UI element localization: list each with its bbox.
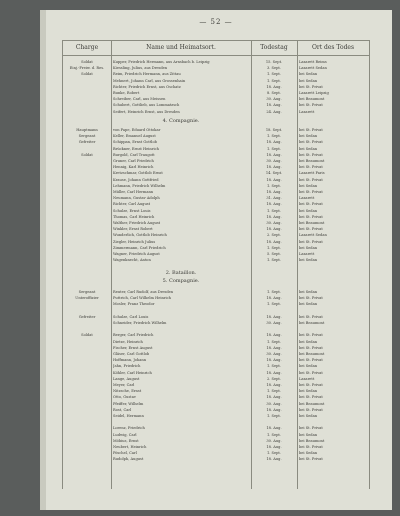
cell-c2: Hennig, Karl Heinrich [113, 165, 154, 170]
cell-c3: 8. Sept. [266, 91, 282, 95]
cell-c2: Keller, Emanuel August [113, 134, 156, 139]
table-row [63, 295, 369, 301]
cell-c3: 18. Aug. [266, 103, 282, 108]
cell-c3: 30. Aug. [266, 97, 282, 102]
cell-c1: Hauptmann [76, 128, 98, 132]
cell-c2: Krause, Johann Gottfried [113, 177, 159, 182]
table-row [63, 450, 369, 456]
cell-c1: Unteroffizier [75, 296, 99, 301]
cell-c3: 1. Sept. [266, 78, 282, 83]
cell-c2: Meyer, Carl [113, 383, 135, 387]
table-row [63, 214, 369, 220]
table-row [63, 394, 369, 400]
table-row [63, 127, 369, 133]
cell-c1: Soldat [81, 152, 93, 157]
table-row [63, 158, 369, 164]
table-row [63, 444, 369, 450]
table-row [63, 401, 369, 407]
cell-c2: Neubert, Heinrich [113, 445, 147, 449]
cell-c2: Seidel, Hermann [113, 414, 144, 418]
cell-c3: 2. Sept. [266, 376, 282, 381]
table-row [63, 388, 369, 394]
table-row [63, 419, 369, 425]
cell-c4: bei St. Privat [299, 202, 323, 207]
cell-c4: bei St. Privat [299, 214, 323, 219]
cell-c4: bei St. Privat [299, 457, 323, 462]
cell-c3: 18. Aug. [266, 202, 282, 207]
cell-c2: Schneider, Friedrich Wilhelm [113, 321, 167, 325]
cell-c3: 1. Sept. [266, 146, 282, 151]
table-row [63, 376, 369, 382]
cell-c3: 5. Sept. [266, 252, 282, 256]
table-header [63, 41, 369, 56]
cell-c2: Neumann, Gustav Adolph [113, 196, 160, 201]
cell-c3: 18. Aug. [266, 370, 282, 375]
cell-c2: Möbius, Ernst [113, 438, 139, 443]
table-row [63, 382, 369, 388]
cell-c2: Pfeiffer, Wilhelm [113, 401, 144, 406]
cell-c3: 18. Aug. [266, 383, 282, 387]
table-row [63, 357, 369, 363]
cell-c4: Lazarett Leipzig [299, 91, 329, 95]
cell-c4: bei Sedan [299, 432, 318, 437]
cell-c4: bei St. Privat [299, 177, 323, 182]
cell-c4: bei Beaumont [299, 159, 325, 163]
table-row [63, 289, 369, 295]
table-row [63, 432, 369, 438]
cell-c2: Köhler, Carl Heinrich [113, 370, 152, 375]
cell-c4: Lazarett [299, 109, 315, 114]
cell-c2: Nitzsche, Ernst [113, 389, 142, 394]
cell-c3: 1. Sept. [266, 208, 282, 213]
cell-c3: 18. Aug. [266, 239, 282, 244]
table-row [63, 226, 369, 232]
cell-c3: 18. Aug. [266, 296, 282, 301]
cell-c3: 14. Sept. [265, 171, 283, 176]
cell-c3: 30. Aug. [266, 352, 282, 356]
table-row [63, 251, 369, 257]
cell-c4: bei St. Privat [299, 426, 323, 431]
header-ort: Ort des Todes [311, 44, 355, 51]
cell-c4: bei Sedan [299, 183, 318, 188]
cell-c3: 30. Aug. [266, 321, 282, 325]
cell-c3: 1. Sept. [266, 451, 282, 456]
cell-c3: 18. Aug. [266, 177, 282, 182]
cell-c3: 15. Sept. [265, 60, 283, 64]
cell-c1: Sergeant [78, 290, 96, 294]
table-row [63, 425, 369, 431]
cell-c3: 18. Sept. [265, 128, 283, 132]
cell-c3: 1. Sept. [266, 364, 282, 369]
cell-c2: Dietze, Heinrich [113, 339, 143, 344]
cell-c4: bei St. Privat [299, 227, 323, 232]
table-row [63, 232, 369, 238]
cell-c2: Schulze, Ernst Louis [113, 208, 151, 213]
cell-c4: bei St. Privat [299, 445, 323, 449]
cell-c3: 18. Aug. [266, 227, 282, 232]
cell-c4: bei Beaumont [299, 352, 325, 356]
cell-c4: bei Sedan [299, 339, 318, 344]
cell-c3: 18. Aug. [266, 358, 282, 363]
cell-c4: bei Sedan [299, 451, 318, 456]
cell-c2: Ziegler, Heinrich Julius [113, 239, 156, 244]
cell-c1: Gefreiter [78, 140, 96, 145]
table-row [63, 96, 369, 102]
cell-c2: Wunderlich, Gottlob Heinrich [113, 233, 167, 238]
cell-c3: 31. Aug. [266, 196, 282, 201]
table-row [63, 220, 369, 226]
section-4-kompagnie: 4. Compagnie. [162, 118, 200, 124]
cell-c2: Ludwig, Carl [113, 432, 137, 437]
table-row [63, 146, 369, 152]
header-charge: Charge [75, 44, 99, 51]
table-row [63, 71, 369, 77]
cell-c3: 18. Aug. [266, 165, 282, 170]
cell-c4: bei St. Privat [299, 407, 323, 412]
cell-c4: bei Sedan [299, 134, 318, 139]
header-name: Name und Heimatsort. [146, 44, 216, 51]
cell-c2: Burgold, Carl Traugott [113, 152, 155, 157]
table-row [63, 363, 369, 369]
cell-c2: Lorenz, Friedrich [113, 426, 145, 431]
cell-c4: bei St. Privat [299, 333, 323, 338]
cell-c4: bei Beaumont [299, 321, 325, 325]
table-row [63, 314, 369, 320]
cell-c4: bei Beaumont [299, 97, 325, 102]
table-row [63, 78, 369, 84]
table-row [63, 84, 369, 90]
cell-c2: Richter, Friedrich Ernst, aus Oschatz [113, 84, 181, 89]
table-row [63, 195, 369, 201]
cell-c2: Brückner, Ernst Heinrich [113, 146, 159, 151]
cell-c4: bei St. Privat [299, 358, 323, 363]
cell-c4: Lazarett Paris [299, 171, 325, 176]
cell-c2: Gruner, Carl Friedrich [113, 159, 154, 163]
cell-c2: Seifert, Heinrich Ernst, aus Dresden [113, 109, 180, 114]
cell-c3: 18. Aug. [266, 84, 282, 89]
cell-c3: 1. Sept. [266, 134, 282, 139]
cell-c1: Einj.-Freiw. d. Res. [69, 66, 105, 71]
table-row [63, 102, 369, 108]
cell-c4: bei St. Privat [299, 165, 323, 170]
cell-c3: 1. Sept. [266, 290, 282, 294]
cell-c4: bei Sedan [299, 72, 318, 77]
table-row [63, 438, 369, 444]
table-row [63, 407, 369, 413]
cell-c2: Winkler, Ernst Robert [113, 227, 153, 232]
cell-c4: bei St. Privat [299, 296, 323, 301]
cell-c3: 1. Sept. [266, 72, 282, 77]
cell-c2: Lehmann, Friedrich Wilhelm [113, 183, 166, 188]
cell-c4: bei Beaumont [299, 221, 325, 225]
cell-c2: Reim, Friedrich Hermann, aus Zittau [113, 72, 181, 77]
table-row [63, 59, 369, 65]
cell-c2: Richter, Carl August [113, 202, 151, 207]
table-row [63, 139, 369, 145]
cell-c3: 1. Sept. [266, 183, 282, 188]
cell-c3: 1. Sept. [266, 302, 282, 307]
cell-c4: bei Sedan [299, 78, 318, 83]
table-row [63, 208, 369, 214]
table-row [63, 177, 369, 183]
cell-c3: 18. Aug. [266, 407, 282, 412]
table-row [63, 301, 369, 307]
table-row [63, 345, 369, 351]
cell-c4: bei Sedan [299, 146, 318, 151]
cell-c4: bei Beaumont [299, 401, 325, 406]
cell-c4: Lazarett [299, 196, 315, 201]
cell-c3: 1. Sept. [266, 432, 282, 437]
table-row [63, 239, 369, 245]
table-row [63, 456, 369, 462]
cell-c3: 1. Sept. [266, 258, 282, 263]
cell-c2: Reuter, Carl Rudolf, aus Dresden [113, 290, 174, 294]
cell-c4: bei St. Privat [299, 190, 323, 194]
cell-c2: Schreiber, Carl, aus Meissen [113, 97, 166, 102]
cell-c3: 3. Sept. [266, 66, 282, 71]
table-row [63, 320, 369, 326]
cell-c2: Gläser, Carl Gottlob [113, 352, 150, 356]
cell-c2: Wagenknecht, Anton [113, 258, 151, 263]
cell-c3: 18. Aug. [266, 140, 282, 145]
cell-c2: Mehnert, Johann Carl, aus Grossenhain [113, 78, 186, 83]
cell-c3: 30. Aug. [266, 438, 282, 443]
cell-c2: Bunke, Robert [113, 91, 140, 95]
cell-c2: Kupper, Friedrich Hermann, aus Arnsbach b. Leipzig [113, 60, 210, 64]
table-row [63, 332, 369, 338]
cell-c4: bei Sedan [299, 208, 318, 213]
table-row [63, 189, 369, 195]
cell-c2: Puttrich, Carl Wilhelm Heinrich [113, 296, 171, 301]
cell-c2: Lange, August [113, 376, 140, 381]
cell-c4: bei Sedan [299, 302, 318, 307]
cell-c3: 18. Aug. [266, 190, 282, 194]
page-number: — 52 — [199, 18, 233, 26]
cell-c3: 18. Aug. [266, 457, 282, 462]
cell-c2: Hoffmann, Johann [113, 358, 147, 363]
cell-c4: bei Sedan [299, 245, 318, 250]
table-row [63, 90, 369, 96]
cell-c4: bei Sedan [299, 364, 318, 369]
table-row [63, 257, 369, 263]
cell-c4: Lazarett [299, 252, 315, 256]
cell-c4: bei St. Privat [299, 128, 323, 132]
table-row [63, 109, 369, 115]
cell-c3: 18. Aug. [266, 395, 282, 400]
table-row [63, 351, 369, 357]
cell-c4: Lazarett Sedan [299, 66, 327, 71]
table-row [63, 308, 369, 314]
cell-c2: Mosler, Franz Theodor [113, 302, 155, 307]
cell-c3: 1. Sept. [266, 339, 282, 344]
cell-c4: bei St. Privat [299, 383, 323, 387]
cell-c2: Wagner, Friedrich August [113, 252, 160, 256]
cell-c4: bei Sedan [299, 389, 318, 394]
cell-c3: 18. Aug. [266, 445, 282, 449]
table-row [63, 413, 369, 419]
table-row [63, 65, 369, 71]
cell-c2: Rost, Carl [113, 407, 132, 412]
cell-c4: bei St. Privat [299, 370, 323, 375]
cell-c2: von Pape, Eduard Ottokar [113, 128, 161, 132]
cell-c3: 18. Aug. [266, 345, 282, 350]
cell-c4: bei St. Privat [299, 314, 323, 319]
table-row [63, 326, 369, 332]
table-row [63, 133, 369, 139]
cell-c3: 18. Aug. [266, 152, 282, 157]
cell-c4: bei St. Privat [299, 395, 323, 400]
table-row [63, 370, 369, 376]
cell-c1: Soldat [81, 60, 93, 64]
cell-c3: 30. Aug. [266, 159, 282, 163]
table-row [63, 339, 369, 345]
section-5-kompagnie: 5. Compagnie. [162, 278, 200, 284]
cell-c2: Otto, Gustav [113, 395, 136, 400]
table-row [63, 201, 369, 207]
cell-c2: Schubert, Gottlieb, aus Lommatzsch [113, 103, 180, 108]
cell-c3: 2. Sept. [266, 233, 282, 238]
table-row [63, 170, 369, 176]
page-gutter [40, 10, 46, 510]
cell-c2: Walther, Friedrich August [113, 221, 161, 225]
cell-c2: Schippan, Ernst Gottlob [113, 140, 157, 145]
cell-c4: Lazarett Reims [299, 60, 327, 64]
cell-c2: Fischer, Ernst August [113, 345, 153, 350]
cell-c1: Gefreiter [78, 314, 96, 319]
cell-c1: Soldat [81, 333, 93, 338]
casualty-table [62, 40, 370, 489]
cell-c4: bei St. Privat [299, 239, 323, 244]
cell-c4: bei St. Privat [299, 84, 323, 89]
cell-c3: 18. Aug. [266, 426, 282, 431]
document-page [40, 10, 392, 510]
cell-c1: Soldat [81, 72, 93, 77]
cell-c4: Lazarett [299, 376, 315, 381]
cell-c2: Kiessling, Julius, aus Dresden [113, 66, 168, 71]
cell-c2: Schulze, Carl Louis [113, 314, 149, 319]
cell-c3: 30. Aug. [266, 221, 282, 225]
cell-c1: Sergeant [78, 134, 96, 139]
table-row [63, 245, 369, 251]
cell-c3: 24. Aug. [266, 109, 282, 114]
header-todestag: Todestag [260, 44, 288, 51]
table-row [63, 152, 369, 158]
cell-c4: Lazarett Sedan [299, 233, 327, 238]
cell-c2: Müller, Carl Hermann [113, 190, 154, 194]
cell-c4: bei Sedan [299, 258, 318, 263]
cell-c3: 18. Aug. [266, 214, 282, 219]
section-2-bataillon: 2. Bataillon. [165, 270, 197, 276]
cell-c4: bei St. Privat [299, 103, 323, 108]
cell-c4: bei Sedan [299, 290, 318, 294]
cell-c2: Berger, Carl Friedrich [113, 333, 154, 338]
cell-c2: Jahn, Friedrich [113, 364, 141, 369]
cell-c2: Pöschel, Carl [113, 451, 137, 456]
cell-c3: 1. Sept. [266, 414, 282, 418]
cell-c2: Kretzschmar, Gottlob Ernst [113, 171, 163, 176]
cell-c4: bei St. Privat [299, 152, 323, 157]
cell-c4: bei St. Privat [299, 345, 323, 350]
cell-c2: Rudolph, August [113, 457, 144, 462]
cell-c2: Thomas, Carl Heinrich [113, 214, 155, 219]
table-row [63, 164, 369, 170]
cell-c4: bei Sedan [299, 414, 318, 418]
cell-c3: 1. Sept. [266, 389, 282, 394]
table-row [63, 183, 369, 189]
cell-c3: 30. Aug. [266, 401, 282, 406]
cell-c3: 18. Aug. [266, 333, 282, 338]
cell-c3: 18. Aug. [266, 314, 282, 319]
cell-c4: bei Beaumont [299, 438, 325, 443]
cell-c2: Zimmermann, Carl Friedrich [113, 245, 166, 250]
cell-c3: 1. Sept. [266, 245, 282, 250]
cell-c4: bei St. Privat [299, 140, 323, 145]
